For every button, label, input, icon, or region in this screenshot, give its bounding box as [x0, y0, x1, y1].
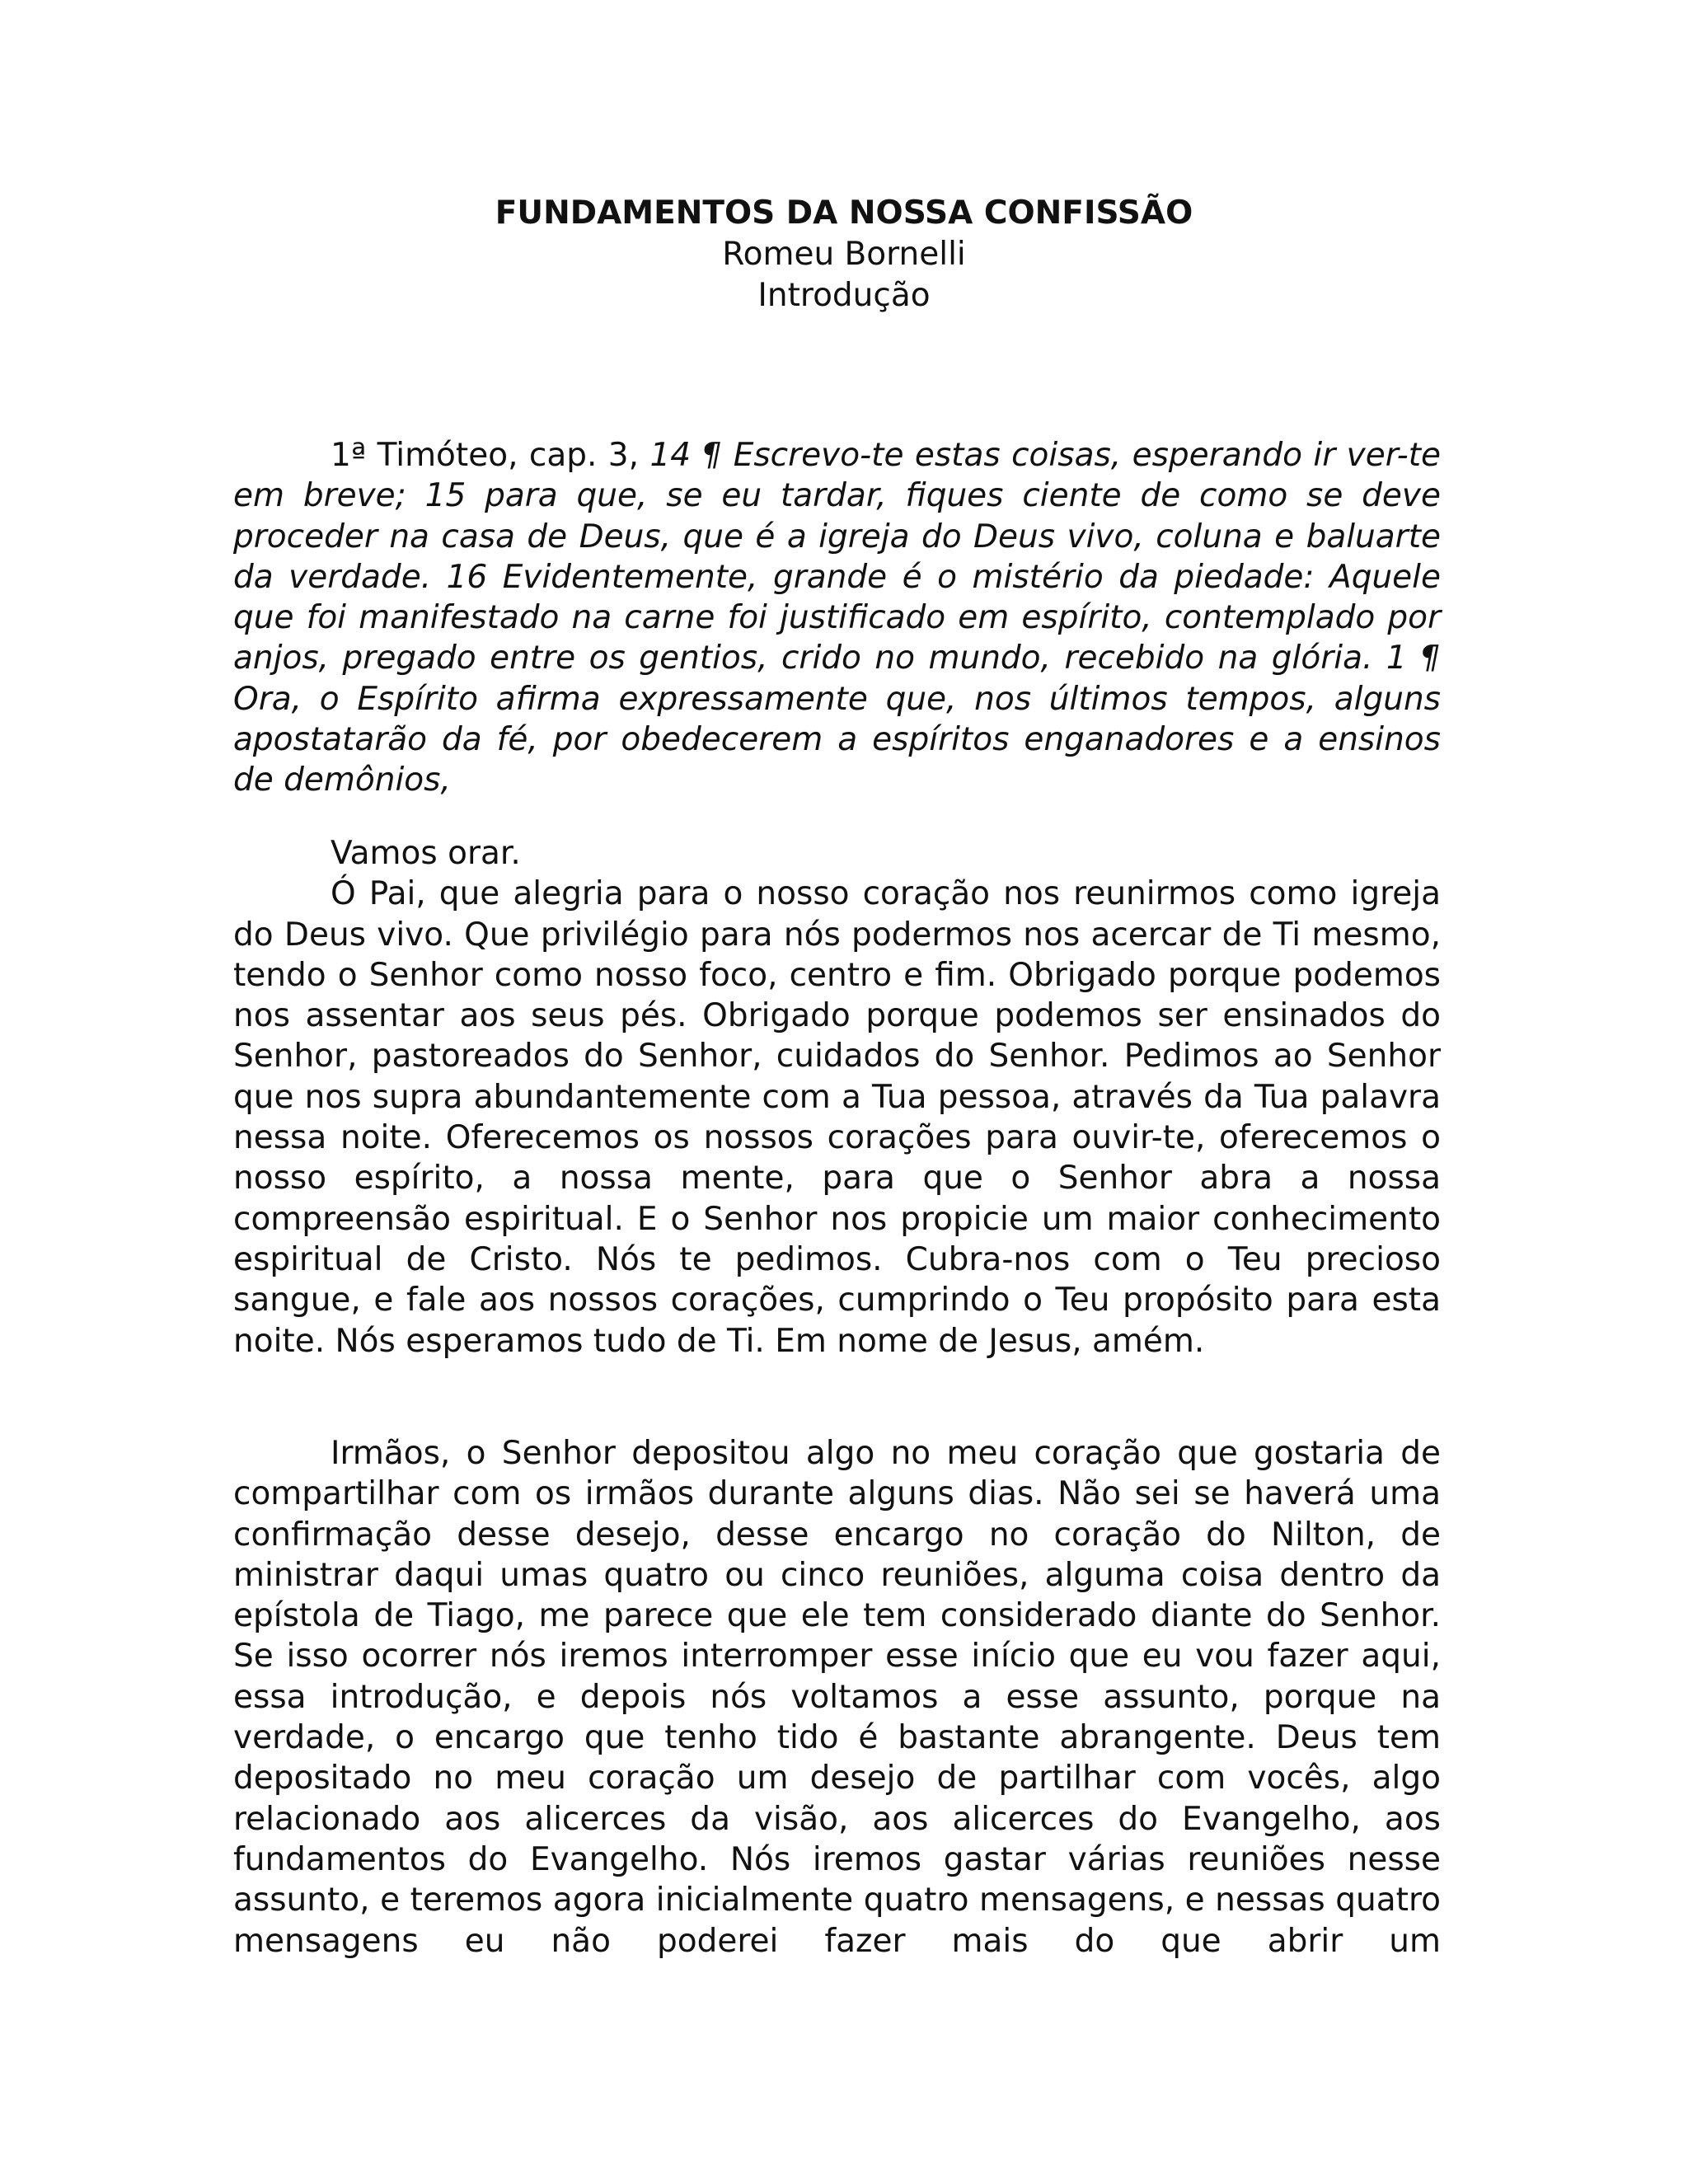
prayer-paragraph: Ó Pai, que alegria para o nosso coração nos reunirmos como igreja do Deus vivo. Que privilégio para nós podermos nos acercar de Ti mesmo, tendo o Senhor como nosso foco, centro e fim. Obrigado porque podemos nos assentar aos seus pés. Obrigado porque podemos ser ensinados do Senhor, pastoreados do Senhor, cuidados do Senhor. Pedimos ao Senhor que nos supra abundantemente com a Tua pessoa, através da Tua palavra nessa noite. Oferecemos os nossos corações para ouvir-te, oferecemos o nosso espírito, a nossa mente, para que o Senhor abra a nossa compreensão espiritual. E o Senhor nos propicie um maior conhecimento espiritual de Cristo. Nós te pedimos. Cubra-nos com o Teu precioso sangue, e fale aos nossos corações, cumprindo o Teu propósito para esta noite. Nós esperamos tudo de Ti. Em nome de Jesus, amém. — [233, 875, 1441, 1360]
document-header — [0, 193, 1688, 316]
scripture-paragraph — [233, 435, 1441, 801]
prayer-section — [233, 833, 1441, 1361]
document-title: FUNDAMENTOS DA NOSSA CONFISSÃO — [495, 194, 1193, 232]
sermon-section — [233, 1433, 1441, 1961]
prayer-intro: Vamos orar. — [331, 835, 521, 872]
scripture-reference: 1ª Timóteo, cap. 3, — [331, 437, 650, 474]
scripture-quote: 14 ¶ Escrevo-te estas coisas, esperando ir ver-te em breve; 15 para que, se eu tardar, fiques ciente de como se deve proceder na casa de Deus, que é a igreja do Deus vivo, coluna e baluarte da verdade. 16 Evidentemente, grande é o mistério da piedade: Aquele que foi manifestado na carne foi justificado em espírito, contemplado por anjos, pregado entre os gentios, crido no mundo, recebido na glória. 1 ¶ Ora, o Espírito afirma expressamente que, nos últimos tempos, alguns apostatarão da fé, por obedecerem a espíritos enganadores e a ensinos de demônios, — [233, 437, 1441, 799]
sermon-paragraph: Irmãos, o Senhor depositou algo no meu coração que gostaria de compartilhar com os irmãos durante alguns dias. Não sei se haverá uma confirmação desse desejo, desse encargo no coração do Nilton, de ministrar daqui umas quatro ou cinco reuniões, alguma coisa dentro da epístola de Tiago, me parece que ele tem considerado diante do Senhor. Se isso ocorrer nós iremos interromper esse início que eu vou fazer aqui, essa introdução, e depois nós voltamos a esse assunto, porque na verdade, o encargo que tenho tido é bastante abrangente. Deus tem depositado no meu coração um desejo de partilhar com vocês, algo relacionado aos alicerces da visão, aos alicerces do Evangelho, aos fundamentos do Evangelho. Nós iremos gastar várias reuniões nesse assunto, e teremos agora inicialmente quatro mensagens, e nessas quatro mensagens eu não poderei fazer mais do que abrir um — [233, 1435, 1441, 1960]
section-heading: Introdução — [757, 277, 931, 314]
author-name: Romeu Bornelli — [722, 236, 966, 273]
